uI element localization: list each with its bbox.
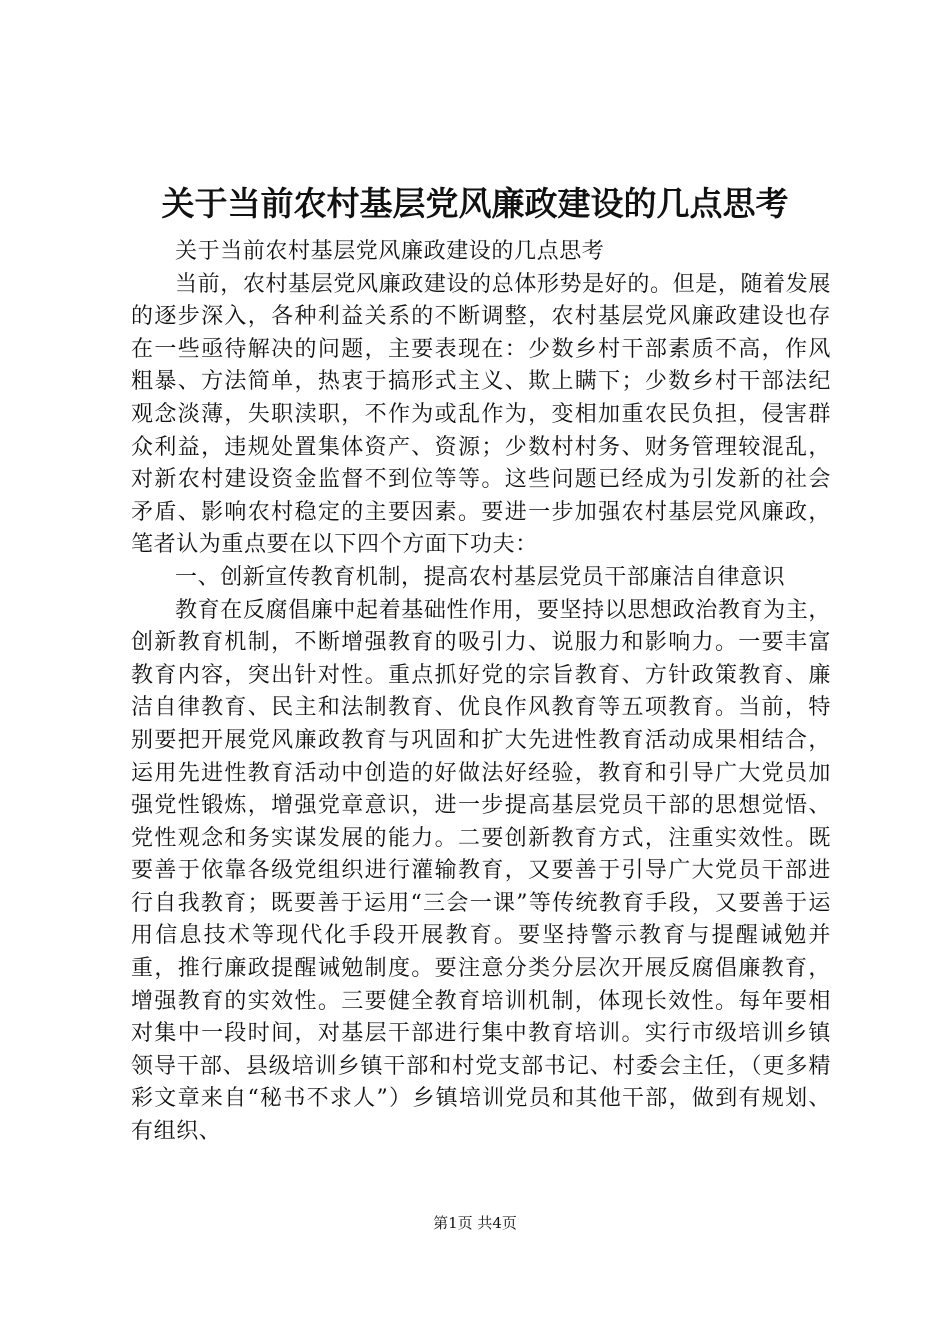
paragraph-education: 教育在反腐倡廉中起着基础性作用，要坚持以思想政治教育为主，创新教育机制，不断增强教育的吸引力、说服力和影响力。一要丰富教育内容，突出针对性。重点抓好党的宗旨教育、方针政策教育、廉洁自律教育、民主和法制教育、优良作风教育等五项教育。当前，特别要把开展党风廉政教育与巩固和扩大先进性教育活动成果相结合，运用先进性教育活动中创造的好做法好经验，教育和引导广大党员加强党性锻炼，增强党章意识，进一步提高基层党员干部的思想觉悟、党性观念和务实谋发展的能力。二要创新教育方式，注重实效性。既要善于依靠各级党组织进行灌输教育，又要善于引导广大党员干部进行自我教育；既要善于运用“三会一课”等传统教育手段，又要善于运用信息技术等现代化手段开展教育。要坚持警示教育与提醒诫勉并重，推行廉政提醒诫勉制度。要注意分类分层次开展反腐倡廉教育，增强教育的实效性。三要健全教育培训机制，体现长效性。每年要相对集中一段时间，对基层干部进行集中教育培训。实行市级培训乡镇领导干部、县级培训乡镇干部和村党支部书记、村委会主任，（更多精彩文章来自“秘书不求人”）乡镇培训党员和其他干部，做到有规划、有组织、: [131, 597, 831, 1145]
document-title: 关于当前农村基层党风廉政建设的几点思考: [161, 184, 789, 223]
paragraph-intro: 当前，农村基层党风廉政建设的总体形势是好的。但是，随着发展的逐步深入，各种利益关系的不断调整，农村基层党风廉政建设也存在一些亟待解决的问题，主要表现在：少数乡村干部素质不高，作风粗暴、方法简单，热衷于搞形式主义、欺上瞒下；少数乡村干部法纪观念淡薄，失职渎职，不作为或乱作为，变相加重农民负担，侵害群众利益，违规处置集体资产、资源；少数村村务、财务管理较混乱，对新农村建设资金监督不到位等等。这些问题已经成为引发新的社会矛盾、影响农村稳定的主要因素。要进一步加强农村基层党风廉政，笔者认为重点要在以下四个方面下功夫：: [131, 271, 831, 558]
document-body: [131, 236, 831, 1149]
paragraph-subtitle: 关于当前农村基层党风廉政建设的几点思考: [175, 239, 605, 264]
page-footer: 第1页 共4页: [433, 1214, 517, 1232]
section-heading-1: 一、创新宣传教育机制，提高农村基层党员干部廉洁自律意识: [175, 564, 786, 590]
